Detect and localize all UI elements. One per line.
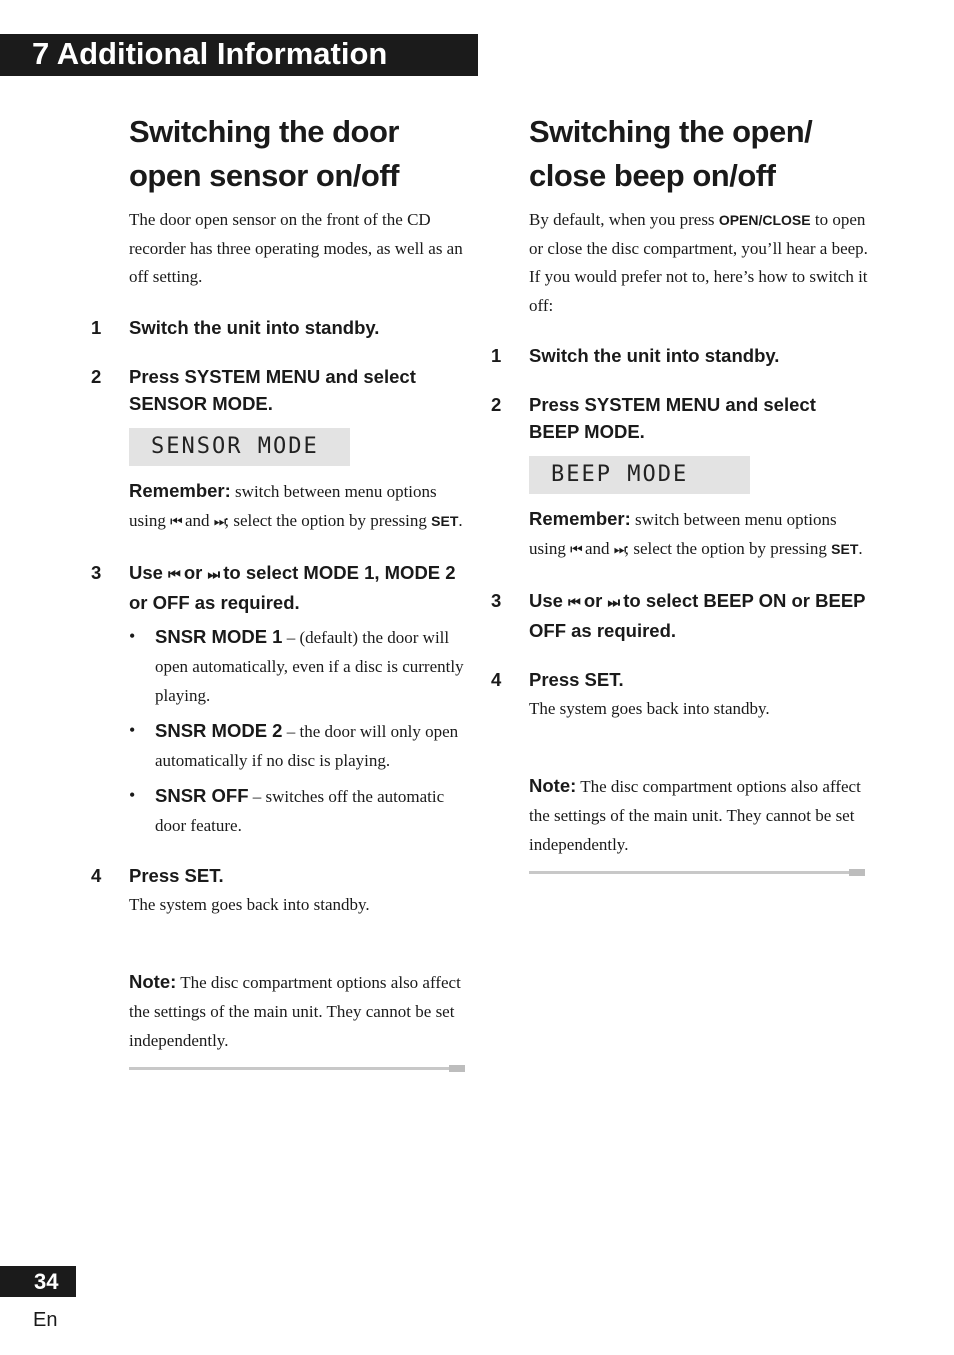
bullet: • xyxy=(129,784,136,805)
step-number: 4 xyxy=(491,669,502,690)
section-end-rule xyxy=(529,869,865,875)
section-door-sensor xyxy=(91,110,469,1071)
step-number: 2 xyxy=(491,394,502,415)
next-track-icon: ⏭ xyxy=(613,542,625,558)
bullet: • xyxy=(129,625,136,646)
section-title: Switching the open/ close beep on/off xyxy=(529,114,813,193)
step-title: Switch the unit into standby. xyxy=(529,345,780,366)
prev-track-icon: ⏮ xyxy=(570,542,581,558)
prev-track-icon: ⏮ xyxy=(568,595,579,611)
step-4 xyxy=(91,862,469,919)
bullet: • xyxy=(129,719,136,740)
list-item: • SNSR MODE 1 – (default) the door will open automatically, even if a disc is currently playing. xyxy=(129,622,469,710)
remember-label: Remember: xyxy=(529,508,631,529)
list-item: • SNSR MODE 2 – the door will only open automatically if no disc is playing. xyxy=(129,716,469,775)
step-number: 4 xyxy=(91,864,102,886)
step-title: Press SET. xyxy=(529,669,624,690)
step-1 xyxy=(491,342,869,369)
set-key-label: SET xyxy=(431,512,459,529)
remember-tip: Remember: switch between menu options using ⏮ and ⏭; select the option by pressing SET. xyxy=(529,508,863,558)
step-title: Switch the unit into standby. xyxy=(129,316,380,338)
section-beep xyxy=(491,110,869,875)
open-close-key-label: OPEN/CLOSE xyxy=(718,212,811,228)
step-3 xyxy=(491,587,869,644)
step-3 xyxy=(91,559,469,840)
prev-track-icon: ⏮ xyxy=(168,566,179,583)
step-number: 3 xyxy=(491,590,502,611)
step-detail: The system goes back into standby. xyxy=(529,699,770,718)
section-end-rule xyxy=(129,1065,465,1071)
mode-list xyxy=(129,622,469,840)
next-track-icon: ⏭ xyxy=(207,566,219,583)
step-2 xyxy=(491,391,869,565)
step-title: Press SET. xyxy=(129,864,224,886)
step-title: Use ⏮ or ⏭ to select BEEP ON or BEEP OFF as required. xyxy=(529,590,866,641)
note: Note: The disc compartment options also affect the settings of the main unit. They cannot be set independently. xyxy=(129,970,461,1050)
note-label: Note: xyxy=(529,775,577,796)
next-track-icon: ⏭ xyxy=(607,595,619,611)
step-4 xyxy=(491,666,869,723)
lcd-display: BEEP MODE xyxy=(529,456,750,494)
remember-label: Remember: xyxy=(129,479,231,501)
step-title: Use ⏮ or ⏭ to select MODE 1, MODE 2 or OFF as required. xyxy=(129,561,456,613)
set-key-label: SET xyxy=(831,541,859,557)
page-number: 34 xyxy=(0,1266,76,1297)
step-detail: The system goes back into standby. xyxy=(129,894,370,914)
next-track-icon: ⏭ xyxy=(213,513,225,530)
step-number: 3 xyxy=(91,561,102,583)
step-2 xyxy=(91,363,469,537)
intro-paragraph: By default, when you press OPEN/CLOSE to open or close the disc compartment, you’ll hear a beep. If you would prefer not to, here’s how to switch it off: xyxy=(529,210,868,315)
step-title: Press SYSTEM MENU and select BEEP MODE. xyxy=(529,394,816,442)
step-1 xyxy=(91,314,469,341)
prev-track-icon: ⏮ xyxy=(170,513,181,530)
step-title: Press SYSTEM MENU and select SENSOR MODE. xyxy=(129,365,416,414)
note: Note: The disc compartment options also affect the settings of the main unit. They cannot be set independently. xyxy=(529,775,861,854)
intro-paragraph: The door open sensor on the front of the CD recorder has three operating modes, as well as an off setting. xyxy=(129,210,463,286)
step-number: 1 xyxy=(491,345,502,366)
chapter-header: 7 Additional Information xyxy=(0,34,478,76)
step-number: 2 xyxy=(91,365,102,387)
step-number: 1 xyxy=(91,316,102,338)
section-title: Switching the door open sensor on/off xyxy=(129,114,399,193)
lcd-display: SENSOR MODE xyxy=(129,428,350,466)
list-item: • SNSR OFF – switches off the automatic door feature. xyxy=(129,781,469,840)
remember-tip: Remember: switch between menu options using ⏮ and ⏭; select the option by pressing SET. xyxy=(129,479,463,530)
note-label: Note: xyxy=(129,970,177,992)
language-label: En xyxy=(33,1309,58,1331)
